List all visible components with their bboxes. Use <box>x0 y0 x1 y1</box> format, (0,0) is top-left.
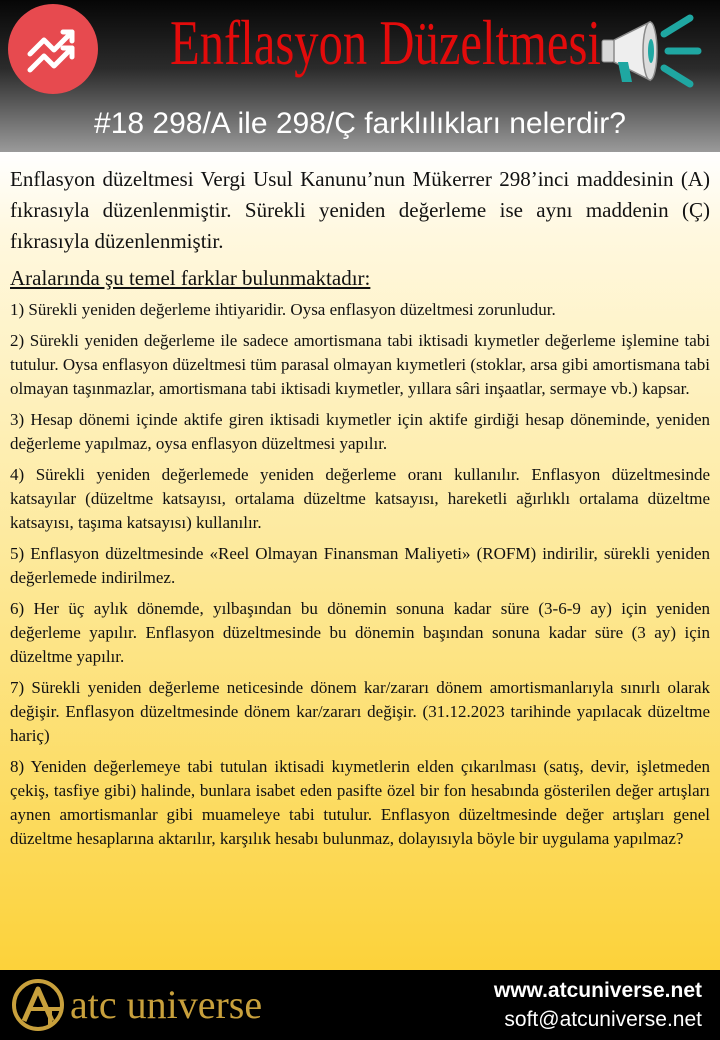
differences-heading: Aralarında şu temel farklar bulunmaktadır: <box>10 266 371 290</box>
megaphone-icon <box>598 10 702 90</box>
difference-item: 8) Yeniden değerlemeye tabi tutulan iktisadi kıymetlerin elden çıkarılması (satış, devir, işletmeden çekiş, tasfiye gibi) halinde, bunlara isabet eden pasifte özel bir fon hesabında gösterilen değer artışları aynen amortismanlar gibi muameleye tabi tutulur. Enflasyon düzeltmesinde değer artışları genel düzeltme hesaplarına aktarılır, karşılık hesabı bulunmaz, dolayısıyla böyle bir uygulama yapılmaz? <box>10 757 710 848</box>
header-banner <box>0 0 720 152</box>
difference-item: 7) Sürekli yeniden değerleme neticesinde dönem kar/zararı dönem amortismanlarıyla sınırlı olarak değişir. Enflasyon düzeltmesinde dönem kar/zararı değişir. (31.12.2023 tarihinde yapılacak düzeltme hariç) <box>10 678 710 745</box>
question-heading: #18 298/A ile 298/Ç farklılıkları nelerdir? <box>94 107 626 140</box>
difference-item: 1) Sürekli yeniden değerleme ihtiyaridir. Oysa enflasyon düzeltmesi zorunludur. <box>10 300 556 319</box>
trending-up-icon <box>8 4 98 94</box>
intro-paragraph: Enflasyon düzeltmesi Vergi Usul Kanunu’nun Mükerrer 298’inci maddesinin (A) fıkrasıyla düzenlenmiştir. Sürekli yeniden değerleme ise aynı maddenin (Ç) fıkrasıyla düzenlenmiştir. <box>10 167 710 253</box>
difference-item: 6) Her üç aylık dönemde, yılbaşından bu dönemin sonuna kadar süre (3-6-9 ay) için yeniden değerleme yapılır. Enflasyon düzeltmesinde bu dönemin başından sonuna kadar süre (3 ay) için düzeltme yapılır. <box>10 599 710 666</box>
footer-bar <box>0 970 720 1040</box>
differences-list <box>10 298 710 858</box>
website-link[interactable]: www.atcuniverse.net <box>493 979 702 1002</box>
page-title: Enflasyon Düzeltmesi <box>170 7 601 78</box>
difference-item: 5) Enflasyon düzeltmesinde «Reel Olmayan Finansman Maliyeti» (ROFM) indirilir, sürekli yeniden değerlemede indirilmez. <box>10 544 710 587</box>
email-link[interactable]: soft@atcuniverse.net <box>504 1008 702 1031</box>
difference-item: 3) Hesap dönemi içinde aktife giren iktisadi kıymetler için aktife girdiği hesap döneminde, yeniden değerleme yapılmaz, oysa enflasyon düzeltmesi yapılır. <box>10 410 710 453</box>
difference-item: 2) Sürekli yeniden değerleme ile sadece amortismana tabi iktisadi kıymetler değerleme işlemine tabi tutulur. Oysa enflasyon düzeltmesi tüm parasal olmayan kıymetleri (stoklar, arsa gibi amortismana tabi olmayan taşınmazlar, amortismana tabi iktisadi kıymetler, yıllara sâri inşaatlar, sermaye vb.) kapsar. <box>10 331 710 398</box>
difference-item: 4) Sürekli yeniden değerlemede yeniden değerleme oranı kullanılır. Enflasyon düzeltmesinde katsayılar (düzeltme katsayısı, ortalama düzeltme katsayısı, hareketli ağırlıklı ortalama düzeltme katsayısı, taşıma katsayısı) kullanılır. <box>10 465 710 532</box>
brand-name: atc universe <box>70 982 263 1027</box>
content-area <box>0 152 720 970</box>
atc-logo-icon <box>10 977 68 1033</box>
